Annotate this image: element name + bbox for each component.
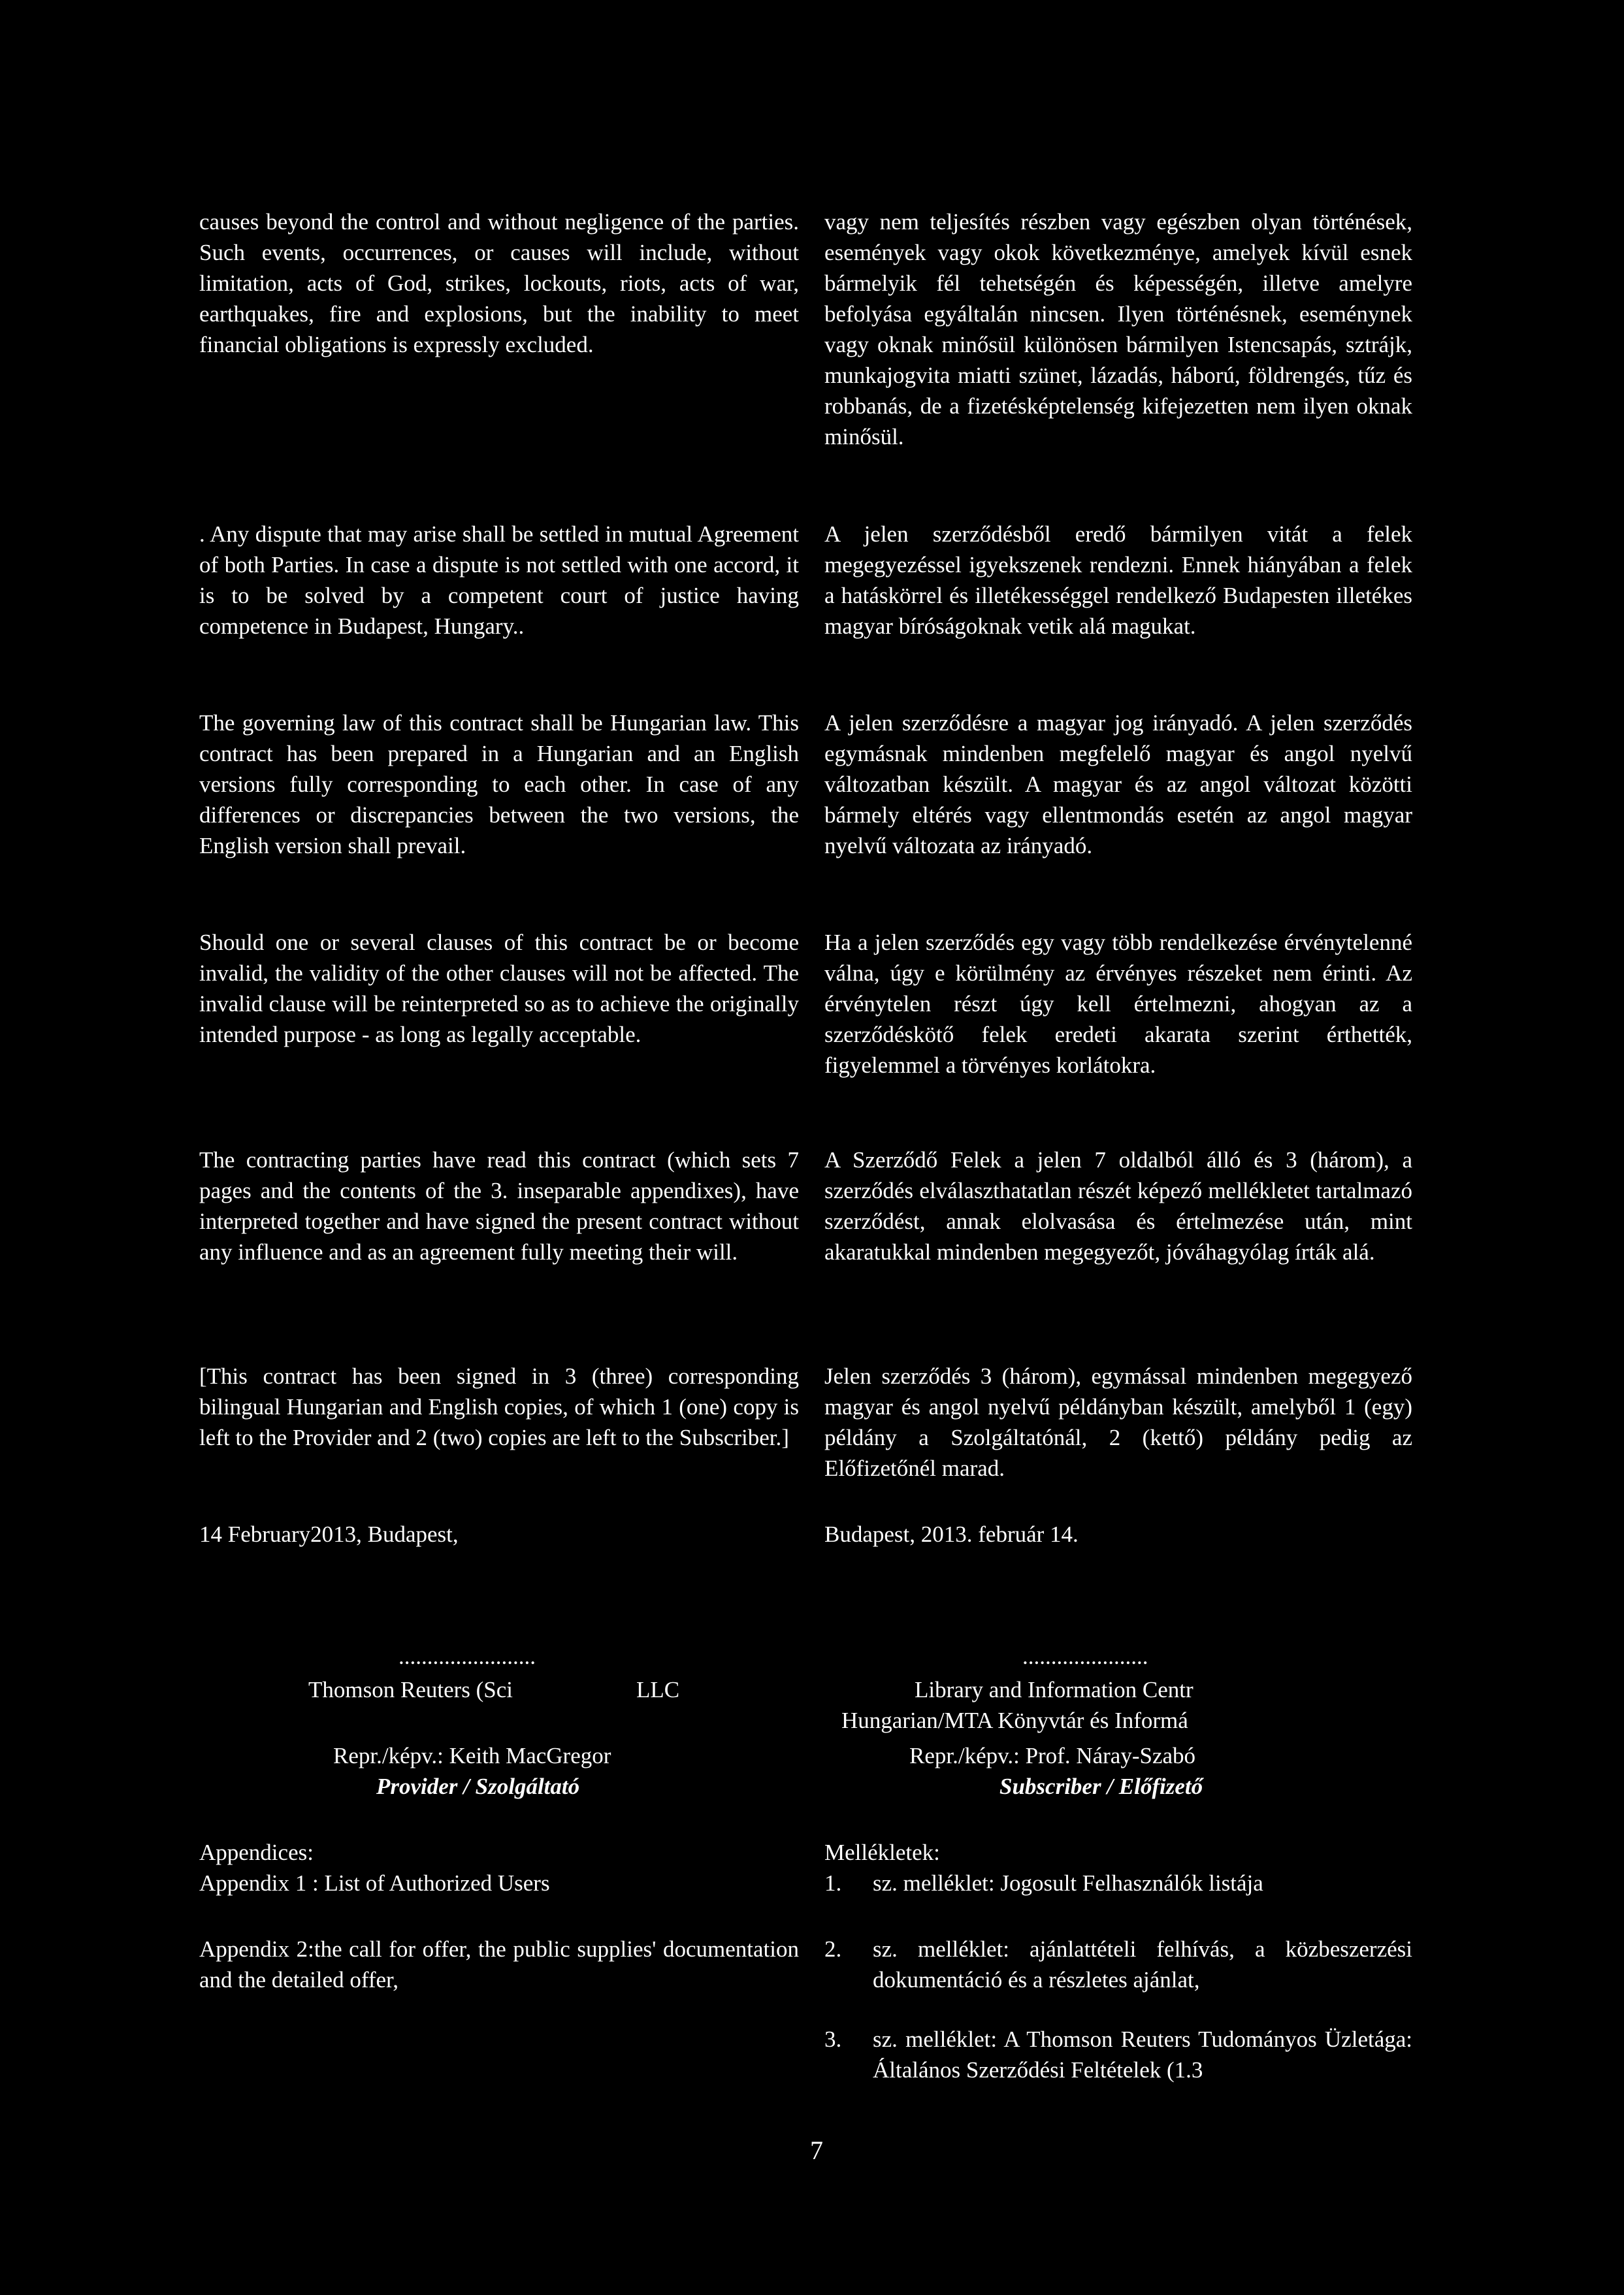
force-majeure-hu: vagy nem teljesítés részben vagy egészben olyan történések, események vagy okok következménye, amelyek kívül esnek bármelyik fél tehetségén és képességén, illetve amelyre befolyása egyáltalán nincsen. Ilyen történésnek, eseménynek vagy oknak minősül különösen bármilyen Istencsapás, sztrájk, munkajogvita miatti szünet, lázadás, háború, földrengés, tűz és robbanás, de a fizetésképtelenség kifejezetten nem ilyen oknak minősül. [824,209,1412,449]
appendix-3-hu-text: sz. melléklet: A Thomson Reuters Tudományos Üzletága: Általános Szerződési Feltételek (1.3 [873,2026,1412,2083]
copies-statement-en: [This contract has been signed in 3 (three) corresponding bilingual Hungarian and English copies, of which 1 (one) copy is left to the Provider and 2 (two) copies are left to the Subscriber.] [199,1363,799,1450]
appendix-3-hu [824,2024,1412,2085]
signing-statement-hu: A Szerződő Felek a jelen 7 oldalból álló és 3 (három), a szerződés elválaszthatatlan részét képező mellékletet tartalmazó szerződést, annak elolvasása és értelmezése után, mint akaratukkal mindenben megegyezőt, jóváhagyólag írták alá. [824,1147,1412,1265]
signing-date-hu: Budapest, 2013. február 14. [824,1522,1079,1547]
provider-company-name: Thomson Reuters (Sci [308,1677,513,1702]
provider-role: Provider / Szolgáltató [376,1774,580,1799]
severability-hu: Ha a jelen szerződés egy vagy több rendelkezése érvénytelenné válna, úgy e körülmény az érvényes részeket nem érinti. Az érvénytelen részt úgy kell értelmezni, ahogyan az a szerződéskötő felek eredeti akarata szerint érthették, figyelemmel a törvényes korlátokra. [824,930,1412,1078]
signing-statement-en: The contracting parties have read this contract (which sets 7 pages and the contents of the 3. inseparable appendixes), have interpreted together and have signed the present contract without any influence and as an agreement fully meeting their will. [199,1147,799,1265]
appendix-3-hu-number: 3. [824,2026,842,2052]
appendix-2-hu-number: 2. [824,1936,842,1962]
subscriber-signature-line: ...................... [1022,1644,1148,1669]
governing-law-en: The governing law of this contract shall be Hungarian law. This contract has been prepared in a Hungarian and an English versions fully corresponding to each other. In case of any differences or discrepancies between the two versions, the English version shall prevail. [199,710,799,858]
copies-statement-hu: Jelen szerződés 3 (három), egymással mindenben megegyező magyar és angol nyelvű példányban készült, amelyből 1 (egy) példány a Szolgáltatónál, 2 (kettő) példány pedig az Előfizetőnél marad. [824,1363,1412,1481]
dispute-clause-en: . Any dispute that may arise shall be settled in mutual Agreement of both Parties. In case a dispute is not settled with one accord, it is to be solved by a competent court of justice having competence in Budapest, Hungary.. [199,521,799,639]
subscriber-representative: Repr./képv.: Prof. Náray-Szabó [909,1743,1196,1768]
force-majeure-en: causes beyond the control and without negligence of the parties. Such events, occurrences, or causes will include, without limitation, acts of God, strikes, lockouts, riots, acts of war, earthquakes, fire and explosions, but the inability to meet financial obligations is expressly excluded. [199,209,799,357]
appendix-1-hu-number: 1. [824,1870,842,1896]
appendix-1-hu-text: sz. melléklet: Jogosult Felhasználók listája [873,1870,1263,1896]
dispute-clause-hu: A jelen szerződésből eredő bármilyen vitát a felek megegyezéssel igyekszenek rendezni. Ennek hiányában a felek a hatáskörrel és illetékességgel rendelkező Budapesten illetékes magyar bíróságoknak vetik alá magukat. [824,521,1412,639]
page-number: 7 [810,2136,823,2165]
appendices-title-en: Appendices: [199,1840,314,1865]
appendix-1-hu [824,1868,1412,1898]
subscriber-org-name: Library and Information Centr [915,1677,1194,1702]
provider-company-suffix: LLC [636,1677,680,1702]
subscriber-role: Subscriber / Előfizető [999,1774,1203,1799]
appendix-1-en: Appendix 1 : List of Authorized Users [199,1870,550,1896]
appendix-2-hu-text: sz. melléklet: ajánlattételi felhívás, a közbeszerzési dokumentáció és a részletes ajánlat, [873,1936,1412,1993]
severability-en: Should one or several clauses of this contract be or become invalid, the validity of the other clauses will not be affected. The invalid clause will be reinterpreted so as to achieve the originally intended purpose - as long as legally acceptable. [199,930,799,1047]
governing-law-hu: A jelen szerződésre a magyar jog irányadó. A jelen szerződés egymásnak mindenben megfelelő magyar és angol nyelvű változatban készült. A magyar és az angol változat közötti bármely eltérés vagy ellentmondás esetén az angol magyar nyelvű változata az irányadó. [824,710,1412,858]
provider-signature-line: ........................ [398,1644,536,1669]
subscriber-org-name-hu: Hungarian/MTA Könyvtár és Informá [841,1708,1188,1733]
appendix-2-en: Appendix 2:the call for offer, the public supplies' documentation and the detailed offer, [199,1936,799,1993]
appendix-2-hu [824,1934,1412,1995]
provider-representative: Repr./képv.: Keith MacGregor [333,1743,611,1768]
signing-date-en: 14 February2013, Budapest, [199,1522,459,1547]
appendices-title-hu: Mellékletek: [824,1840,940,1865]
